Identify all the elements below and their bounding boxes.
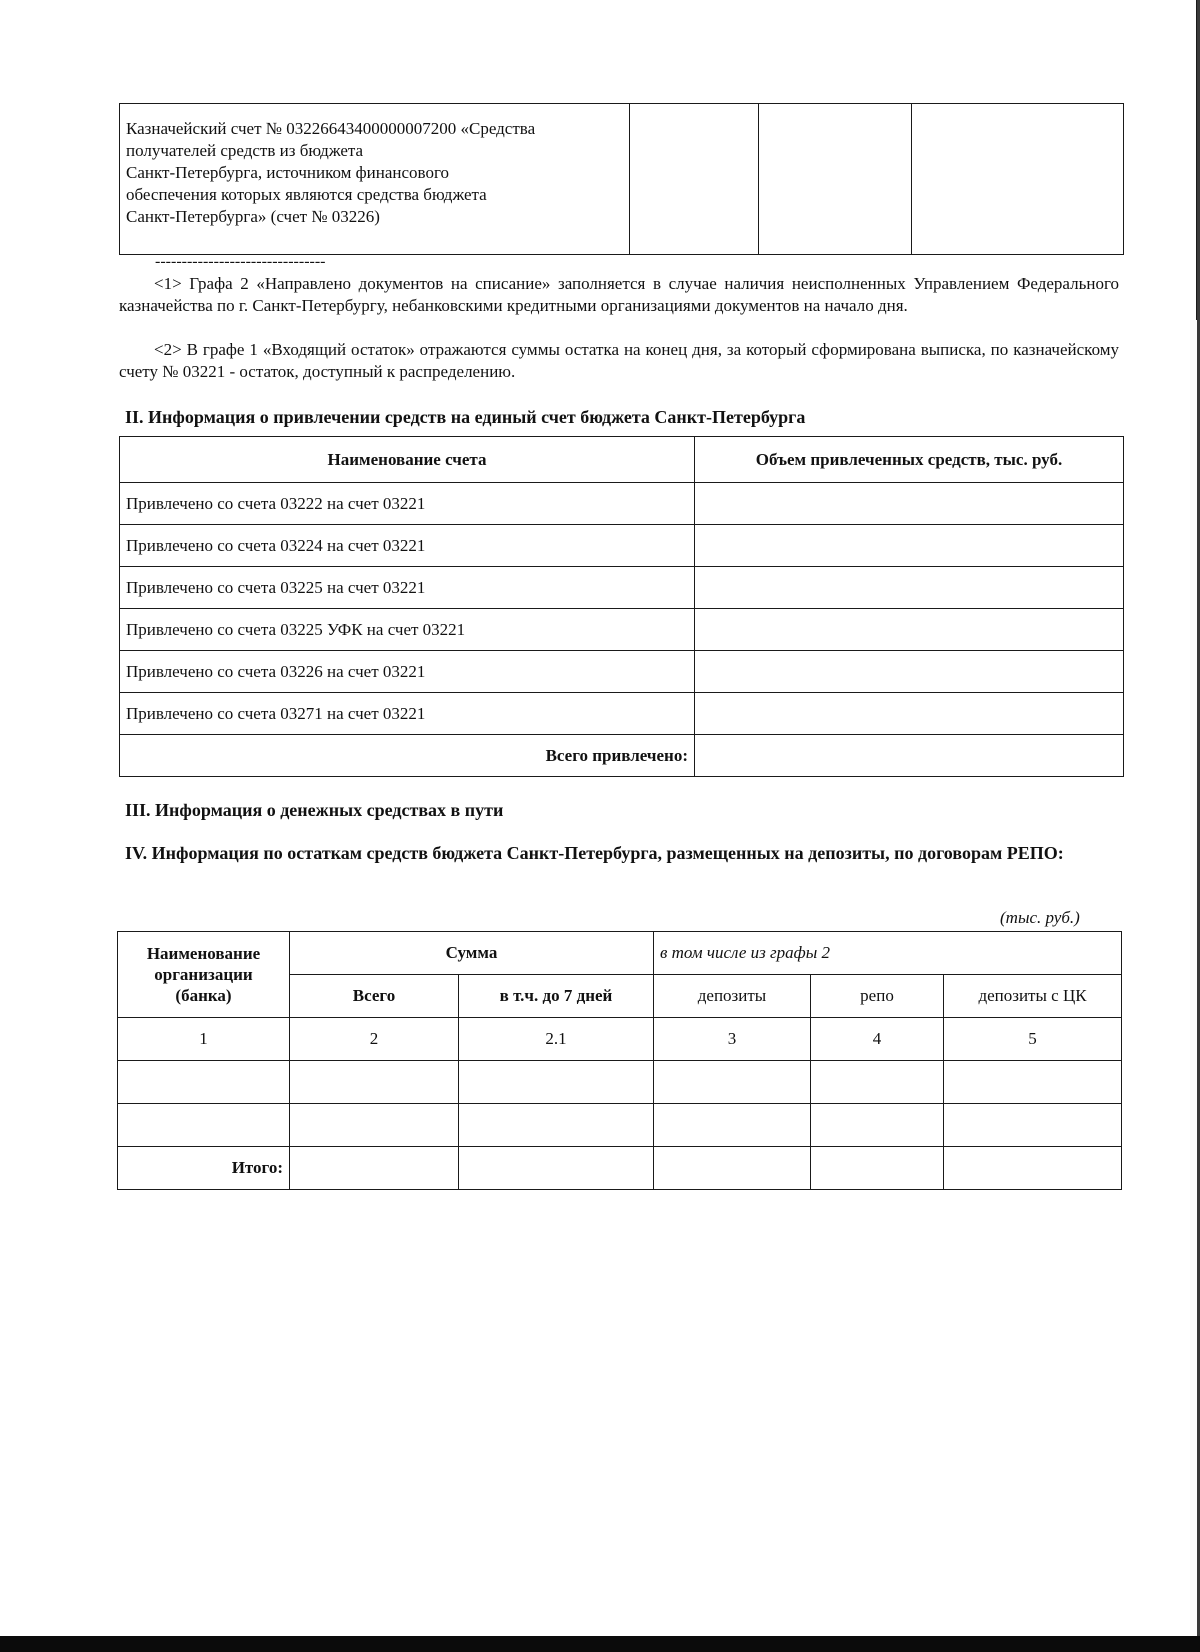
subheader-deposits-ck: депозиты с ЦК [944, 975, 1122, 1018]
empty-value-cell [759, 104, 912, 255]
column-header-account-name: Наименование счета [120, 437, 695, 483]
account-line-3: Санкт-Петербурга, источником финансового [126, 163, 450, 182]
footnote-1: <1> Графа 2 «Направлено документов на списание» заполняется в случае наличия неисполненных Управлением Федерального казначейства по г. Санкт-Петербургу, небанковскими кредитными организациями документов на начало дня. [119, 274, 1119, 315]
empty-cell [290, 1147, 459, 1190]
org-header-line-3: (банка) [175, 986, 232, 1005]
column-number-row [118, 1018, 1122, 1061]
section-4-title: IV. Информация по остаткам средств бюджета Санкт-Петербурга, размещенных на депозиты, по договорам РЕПО: [125, 843, 1064, 863]
column-number: 4 [811, 1018, 944, 1061]
empty-cell [654, 1104, 811, 1147]
volume-cell [695, 693, 1124, 735]
account-line-4: обеспечения которых являются средства бюджета [126, 185, 487, 204]
section-3-title: III. Информация о денежных средствах в пути [125, 800, 504, 820]
total-label: Всего привлечено: [120, 735, 695, 777]
empty-cell [290, 1061, 459, 1104]
empty-cell [118, 1104, 290, 1147]
account-description-cell [120, 104, 630, 255]
account-line-5: Санкт-Петербурга» (счет № 03226) [126, 207, 380, 226]
column-number: 5 [944, 1018, 1122, 1061]
account-row-label: Привлечено со счета 03225 УФК на счет 03221 [120, 609, 695, 651]
empty-cell [944, 1147, 1122, 1190]
table-row [120, 693, 1124, 735]
empty-cell [654, 1147, 811, 1190]
scan-bottom-artifact [0, 1636, 1200, 1652]
table-row [120, 483, 1124, 525]
unit-note: (тыс. руб.) [1000, 908, 1080, 927]
empty-cell [944, 1061, 1122, 1104]
table-row [120, 525, 1124, 567]
column-header-volume: Объем привлеченных средств, тыс. руб. [695, 437, 1124, 483]
empty-value-cell [630, 104, 759, 255]
empty-cell [459, 1061, 654, 1104]
section-2-title: II. Информация о привлечении средств на единый счет бюджета Санкт-Петербурга [125, 407, 806, 427]
empty-value-cell [912, 104, 1124, 255]
empty-cell [459, 1104, 654, 1147]
column-number: 1 [118, 1018, 290, 1061]
account-row-label: Привлечено со счета 03271 на счет 03221 [120, 693, 695, 735]
volume-cell [695, 651, 1124, 693]
empty-cell [459, 1147, 654, 1190]
subheader-repo: репо [811, 975, 944, 1018]
table-row [120, 609, 1124, 651]
table-row [120, 651, 1124, 693]
column-header-including: в том числе из графы 2 [654, 932, 1122, 975]
account-line-2: получателей средств из бюджета [126, 141, 364, 160]
deposits-table [117, 931, 1122, 1190]
empty-cell [944, 1104, 1122, 1147]
table-row [118, 1061, 1122, 1104]
account-row-label: Привлечено со счета 03226 на счет 03221 [120, 651, 695, 693]
table-header-row [120, 437, 1124, 483]
table-row [118, 1104, 1122, 1147]
column-header-organization [118, 932, 290, 1018]
table-total-row [118, 1147, 1122, 1190]
org-header-line-1: Наименование [146, 944, 261, 963]
table-header-row [118, 932, 1122, 975]
empty-cell [118, 1061, 290, 1104]
volume-cell [695, 483, 1124, 525]
empty-cell [811, 1061, 944, 1104]
empty-cell [811, 1147, 944, 1190]
account-line-1: Казначейский счет № 03226643400000007200 «Средства [126, 119, 536, 138]
column-number: 2 [290, 1018, 459, 1061]
empty-cell [654, 1061, 811, 1104]
subheader-total: Всего [290, 975, 459, 1018]
table-row [120, 567, 1124, 609]
subheader-up-to-7-days: в т.ч. до 7 дней [459, 975, 654, 1018]
volume-cell [695, 609, 1124, 651]
org-header-line-2: организации [154, 965, 253, 984]
footnote-2: <2> В графе 1 «Входящий остаток» отражаются суммы остатка на конец дня, за который сформирована выписка, по казначейскому счету № 03221 - остаток, доступный к распределению. [119, 340, 1119, 381]
total-value-cell [695, 735, 1124, 777]
table-total-row [120, 735, 1124, 777]
total-label: Итого: [118, 1147, 290, 1190]
volume-cell [695, 567, 1124, 609]
column-number: 2.1 [459, 1018, 654, 1061]
table-row [120, 104, 1124, 255]
treasury-account-table [119, 103, 1124, 255]
empty-cell [290, 1104, 459, 1147]
column-number: 3 [654, 1018, 811, 1061]
subheader-deposits: депозиты [654, 975, 811, 1018]
account-row-label: Привлечено со счета 03224 на счет 03221 [120, 525, 695, 567]
attraction-table [119, 436, 1124, 777]
footnote-separator: -------------------------------- [155, 253, 326, 270]
account-row-label: Привлечено со счета 03225 на счет 03221 [120, 567, 695, 609]
volume-cell [695, 525, 1124, 567]
account-row-label: Привлечено со счета 03222 на счет 03221 [120, 483, 695, 525]
column-header-sum: Сумма [290, 932, 654, 975]
empty-cell [811, 1104, 944, 1147]
